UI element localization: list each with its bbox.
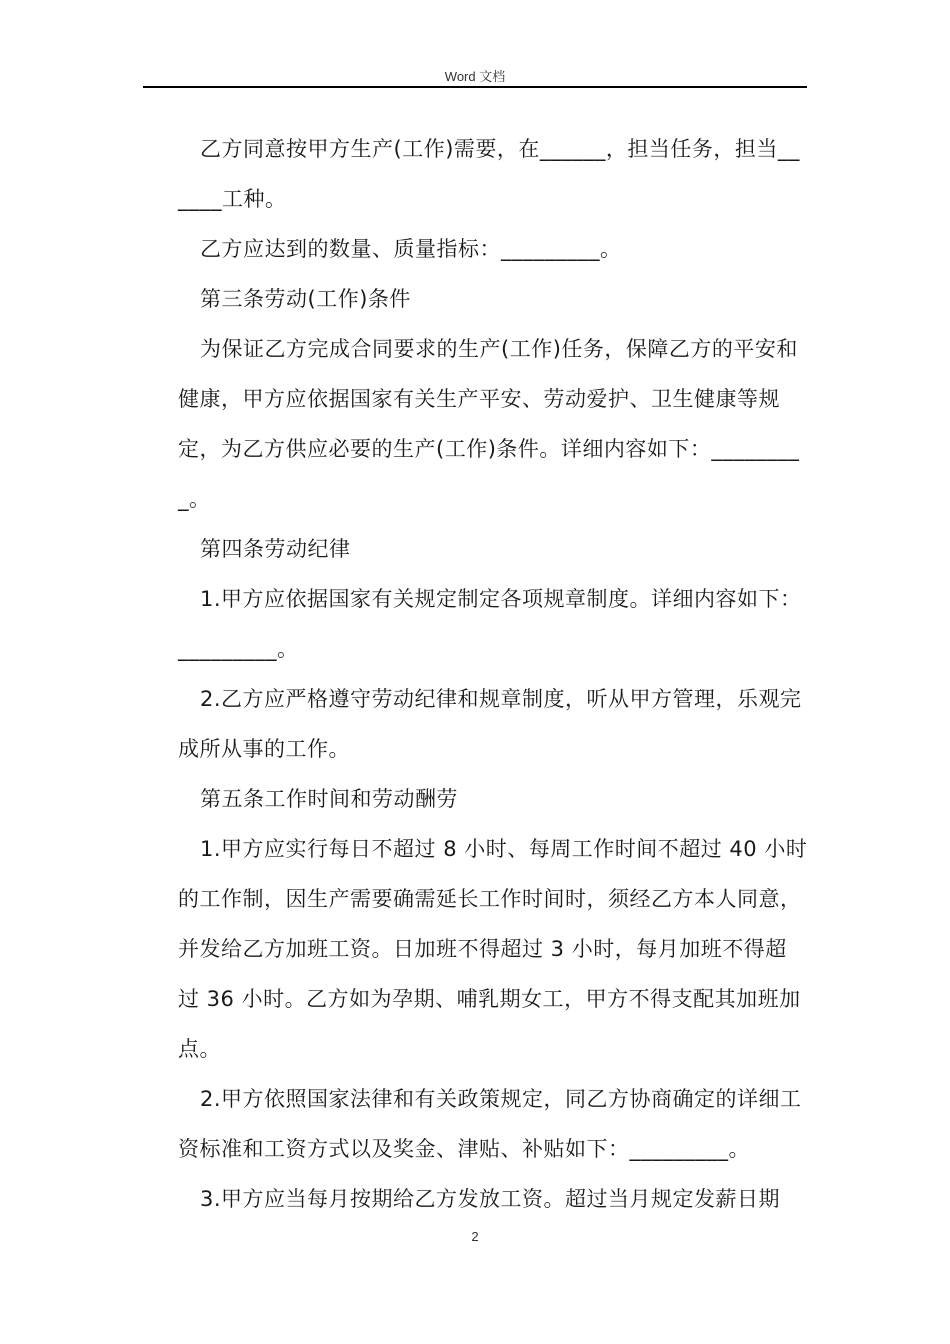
header-divider xyxy=(143,86,807,88)
paragraph: 乙方同意按甲方生产(工作)需要，在______，担当任务，担当______工种。 xyxy=(178,137,800,211)
paragraph: 2.甲方依照国家法律和有关政策规定，同乙方协商确定的详细工资标准和工资方式以及奖金、津贴、补贴如下：_________。 xyxy=(178,1087,802,1161)
header-title: Word 文档 xyxy=(444,69,506,84)
paragraph: 为保证乙方完成合同要求的生产(工作)任务，保障乙方的平安和健康，甲方应依据国家有关生产平安、劳动爱护、卫生健康等规定，为乙方供应必要的生产(工作)条件。详细内容如下：_________。 xyxy=(178,337,800,511)
section-heading: 第三条劳动(工作)条件 xyxy=(200,287,411,311)
paragraph: 1.甲方应实行每日不超过 8 小时、每周工作时间不超过 40 小时的工作制，因生产需要确需延长工作时间时，须经乙方本人同意，并发给乙方加班工资。日加班不得超过 3 小时，每月加班不得超过 36 小时。乙方如为孕期、哺乳期女工，甲方不得支配其加班加点。 xyxy=(178,837,808,1061)
paragraph: 1.甲方应依据国家有关规定制定各项规章制度。详细内容如下：_________。 xyxy=(178,587,802,661)
section-heading: 第五条工作时间和劳动酬劳 xyxy=(200,787,458,811)
paragraph: 3.甲方应当每月按期给乙方发放工资。超过当月规定发薪日期 xyxy=(200,1187,781,1211)
document-body xyxy=(178,124,808,1224)
page-number: 2 xyxy=(471,1229,479,1244)
section-heading: 第四条劳动纪律 xyxy=(200,537,351,561)
paragraph: 2.乙方应严格遵守劳动纪律和规章制度，听从甲方管理，乐观完成所从事的工作。 xyxy=(178,687,802,761)
paragraph: 乙方应达到的数量、质量指标：_________。 xyxy=(200,237,622,261)
